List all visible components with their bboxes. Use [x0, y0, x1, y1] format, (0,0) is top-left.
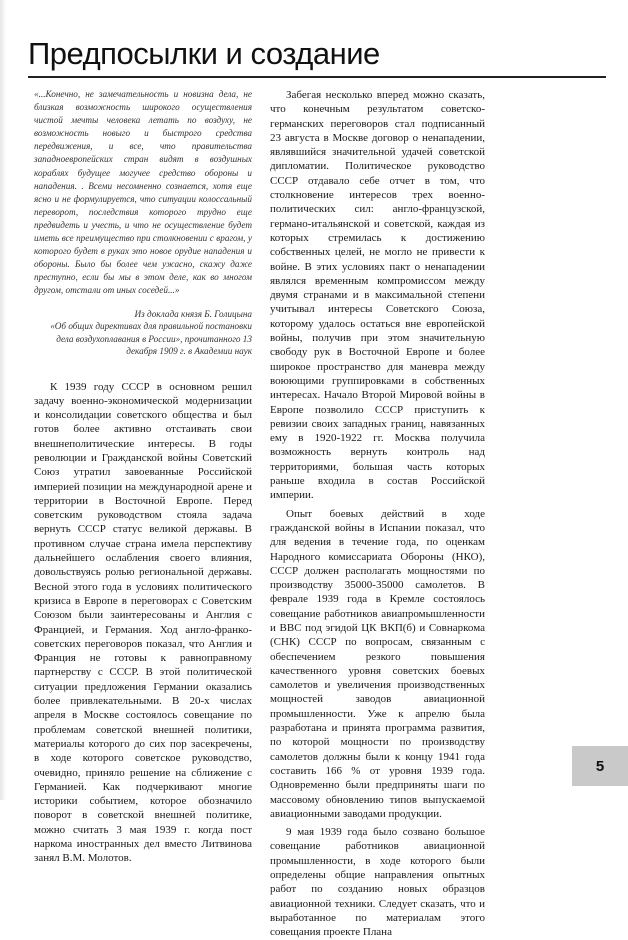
page-number: 5 [595, 757, 605, 775]
section-title: Предпосылки и создание [28, 36, 380, 71]
epigraph-attribution-block [34, 308, 252, 358]
paragraph: 9 мая 1939 года было созвано большое совещание работников авиационной промышленности, в ходе которого были определены общие направления опытных работ по созданию новых образцов авиационной техники. Следует сказать, что и выработанное по материалам этого совещания проекте Плана [270, 826, 485, 939]
paragraph: К 1939 году СССР в основном решил задачу военно-экономической модернизации и консолидации советского общества и был готов более активно отстаивать свои внешнеполитические интересы. В годы революции и Гражданской войны Советский Союз утратил завоеванные Российской империей позиции на международной арене и территории в Восточной Европе. Перед советским руководством стояла задача вернуть СССР статус великой державы. В противном случае страна имела перспективу дальнейшего ослабления своего влияния, довольствуясь ролью региональной державы. Весной этого года в условиях политического кризиса в Европе в переговорах с Советским Союзом были заинтересованы и Англия с Францией, и Германия. Ход англо-франко-советских переговоров показал, что Англия и Франция не готовы к равноправному партнерству с СССР. В этой политической ситуации предложения Германии оказались более привлекательными. В 20-х числах апреля в Москве состоялось совещание по проблемам советской внешней политики, материалы которого до сих пор засекречены, в ходе которого советское руководство, очевидно, приняло решение на сближение с Германией. Как подчеркивают многие историки событием, которое обозначило поворот в советской внешней политике, можно считать 3 мая 1939 г. когда пост наркома иностранных дел вместо Литвинова занял В.М. Молотов. [34, 380, 252, 865]
page-edge-shadow [0, 0, 6, 800]
left-column-body [34, 380, 252, 866]
title-underline [28, 76, 606, 78]
epigraph-attribution: Из доклада князя Б. Голицына [134, 308, 252, 319]
page-number-tab [572, 746, 628, 786]
left-column [34, 88, 252, 866]
paragraph: Опыт боевых действий в ходе гражданской войны в Испании показал, что для ведения в течение года, по оценкам Народного комиссариата Обороны (НКО), СССР должен располагать мощностями по производству 35000-35000 самолетов. В феврале 1939 года в Кремле состоялось совещание работников авиапромышленности и ВВС под эгидой ЦК ВКП(б) и Совнаркома (СНК) СССР по вопросам, связанным с обеспечением резкого повышения качественного уровня советских боевых самолетов и увеличения производственных мощностей заводов авиационной промышленности. Уже к апрелю была разработана и принята программа развития, по которой мощности по производству самолетов должны были к концу 1941 года составить 166 % от уровня 1939 года. Одновременно были предприняты шаги по массовому обновлению типов выпускаемой авиационными заводами продукции. [270, 507, 485, 820]
right-column [270, 88, 485, 940]
epigraph-text: «...Конечно, не замечательность и новизна дела, не близкая возможность широкого осуществления чистой мечты человека летать по воздуху, не возможность новыго и быстрого средства передвижения, и все, что правительства западноевропейских стран видят в воздушных кораблях будущее могучее средство обороны и нападения. . Всеми несомненно сознается, хотя еще ясно и не формулируется, что ситуации колоссальный переворот, последствия которого трудно еще предвидеть и учесть, и что не осуществление будет иметь все преимущество при столкновении с врагом, у которого будет в руках это новое орудие нападения и обороны. Было бы более чем ужасно, скажу даже преступно, если бы мы в этом деле, как во многом другом, отстали от иных соседей...» [34, 89, 252, 296]
epigraph [34, 88, 252, 298]
paragraph: Забегая несколько вперед можно сказать, что конечным результатом советско-германских переговоров стал подписанный 23 августа в Москве договор о ненападении, являвшийся значительной удачей советской дипломатии. Политическое руководство СССР отдавало себе отчет в том, что столкновение интересов трех военно-политических сил: англо-французской, германо-итальянской и советской, каждая из которых стремилась к достижению собственных целей, не могло не привести к войне. В этих условиях пакт о ненападении являлся временным компромиссом между двумя странами и в максимальной степени учитывал интересы Советского Союза, которому удалось остаться вне европейской войны, получив при этом значительную свободу рук в Восточной Европе и более широкое пространство для маневра между воюющими группировками в собственных интересах. Начало Второй Мировой войны в Европе позволило СССР приступить к ревизии своих западных границ, навязанных ему в 1920-1922 гг. Москва получила возможность вернуть контроль над территориями, большая часть которых раньше входила в состав Российской империи. [270, 89, 485, 502]
epigraph-source: «Об общих директивах для правильной постановки дела воздухоплавания в России», прочитанного 13 декабря 1909 г. в Академии наук [50, 321, 252, 356]
